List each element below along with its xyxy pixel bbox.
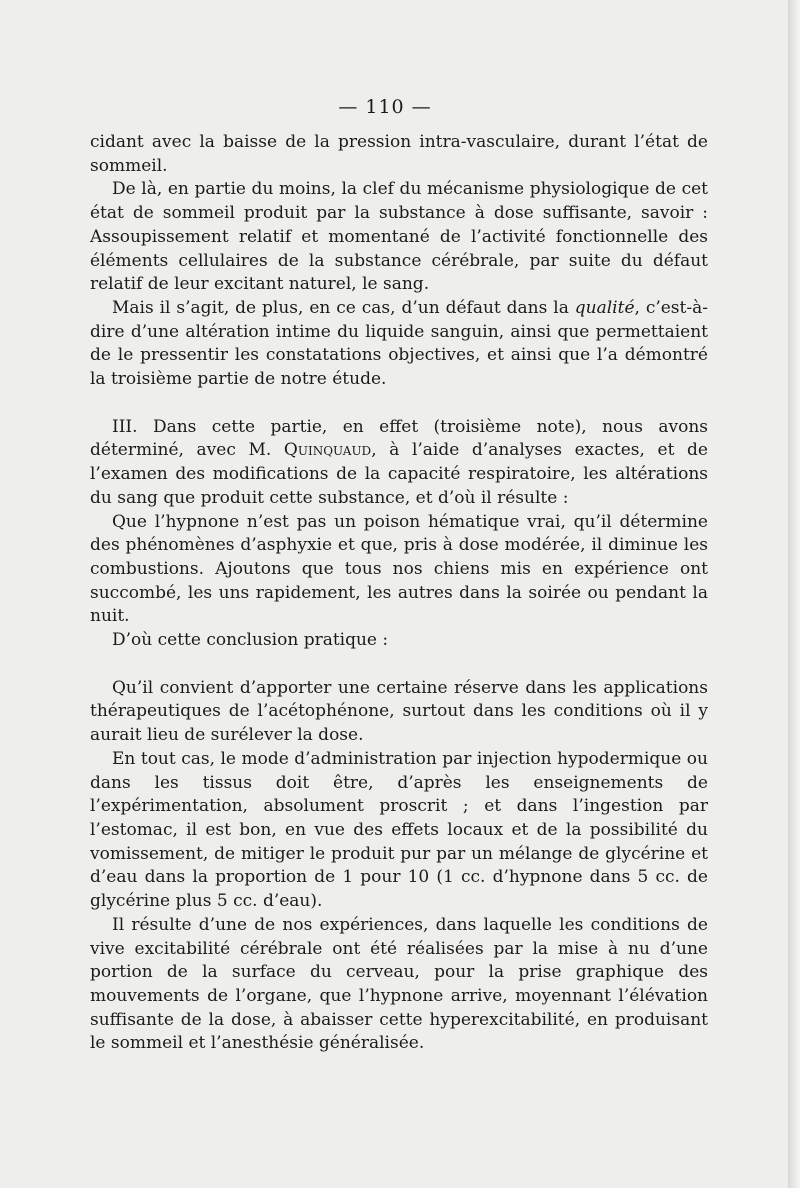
paragraph-text: , c’est-à-dire d’une altération intime du liquide sanguin, ainsi que permettaient de le pressentir les constatations objectives, et ainsi que l’a démontré la troisième partie de notre étude. xyxy=(90,297,708,390)
paragraph: En tout cas, le mode d’administration par injection hypodermique ou dans les tissus doit être, d’après les enseignements de l’expérimentation, absolument proscrit ; et dans l’ingestion par l’estomac, il est bon, en vue des effets locaux et de la possibilité du vomissement, de mitiger le produit pur par un mélange de glycérine et d’eau dans la proportion de 1 pour 10 (1 cc. d’hypnone dans 5 cc. de glycérine plus 5 cc. d’eau). xyxy=(90,748,708,912)
paragraph-text: Mais il s’agit, de plus, en ce cas, d’un défaut dans la xyxy=(112,297,575,318)
paragraph xyxy=(90,297,708,392)
paragraph: Il résulte d’une de nos expériences, dans laquelle les conditions de vive excitabilité cérébrale ont été réalisées par la mise à nu d’une portion de la surface du cerveau, pour la prise graphique des mouvements de l’organe, que l’hypnone arrive, moyennant l’élévation suffisante de la dose, à abaisser cette hyperexcitabilité, en produisant le sommeil et l’anesthésie généralisée. xyxy=(90,914,708,1054)
paragraph-text: III. Dans cette partie, en effet (troisième note), nous avons déterminé, avec M. xyxy=(90,416,708,461)
paragraph: Que l’hypnone n’est pas un poison hématique vrai, qu’il détermine des phénomènes d’asphyxie et que, pris à dose modérée, il diminue les combustions. Ajoutons que tous nos chiens mis en expérience ont succombé, les uns rapidement, les autres dans la soirée ou pendant la nuit. xyxy=(90,511,708,627)
paragraph-continuation: cidant avec la baisse de la pression intra-vasculaire, durant l’état de sommeil. xyxy=(90,132,708,176)
paragraph: Qu’il convient d’apporter une certaine réserve dans les applications thérapeutiques de l’acétophénone, surtout dans les conditions où il y aurait lieu de surélever la dose. xyxy=(90,677,708,746)
page-number: — 110 — xyxy=(338,96,432,118)
page-edge-shadow xyxy=(788,0,800,1188)
paragraph: De là, en partie du moins, la clef du mécanisme physiologique de cet état de sommeil produit par la substance à dose suffisante, savoir : Assoupissement relatif et momentané de l’activité fonctionnelle des éléments cellulaires de la substance cérébrale, par suite du défaut relatif de leur excitant naturel, le sang. xyxy=(90,179,708,295)
paragraph-text: , à l’aide d’analyses exactes, et de l’examen des modifications de la capacité respiratoire, les altérations du sang que produit cette substance, et d’où il résulte : xyxy=(90,440,708,508)
paragraph: D’où cette conclusion pratique : xyxy=(112,630,389,651)
person-name: Quinquaud xyxy=(283,440,372,461)
page-body xyxy=(90,131,708,1056)
emphasized-word: qualité xyxy=(574,297,635,318)
section-paragraph xyxy=(90,416,708,511)
